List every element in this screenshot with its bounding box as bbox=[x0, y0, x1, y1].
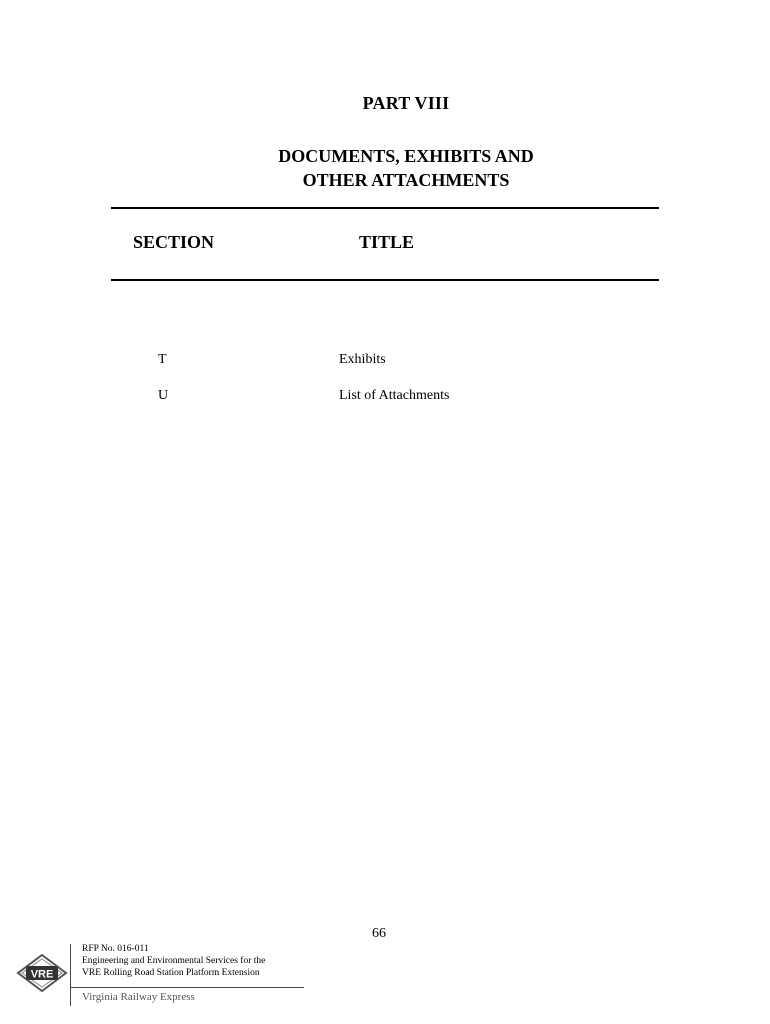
footer-horizontal-divider bbox=[70, 987, 304, 988]
page-number: 66 bbox=[372, 926, 386, 941]
document-heading bbox=[0, 144, 770, 192]
footer-rfp-number: RFP No. 016-011 bbox=[82, 944, 149, 954]
logo-text: VRE bbox=[30, 968, 54, 981]
title-column-header: TITLE bbox=[359, 232, 415, 252]
row-title: List of Attachments bbox=[339, 388, 450, 403]
part-title: PART VIII bbox=[362, 93, 450, 113]
footer-project-line-1: Engineering and Environmental Services for the bbox=[82, 956, 266, 966]
row-section: T bbox=[158, 352, 167, 367]
footer-project-line-2: VRE Rolling Road Station Platform Extension bbox=[82, 968, 260, 978]
header-top-rule bbox=[111, 207, 659, 209]
row-title: Exhibits bbox=[339, 352, 386, 367]
page-footer bbox=[16, 940, 316, 1010]
header-bottom-rule bbox=[111, 279, 659, 281]
footer-organization: Virginia Railway Express bbox=[82, 991, 195, 1003]
vre-logo-icon bbox=[16, 954, 68, 992]
table-row bbox=[0, 388, 770, 408]
row-section: U bbox=[158, 388, 169, 403]
document-heading-line-2: OTHER ATTACHMENTS bbox=[302, 170, 510, 190]
footer-vertical-divider bbox=[70, 944, 71, 1006]
document-heading-line-1: DOCUMENTS, EXHIBITS AND bbox=[278, 146, 534, 166]
section-column-header: SECTION bbox=[133, 232, 215, 252]
table-row bbox=[0, 352, 770, 372]
